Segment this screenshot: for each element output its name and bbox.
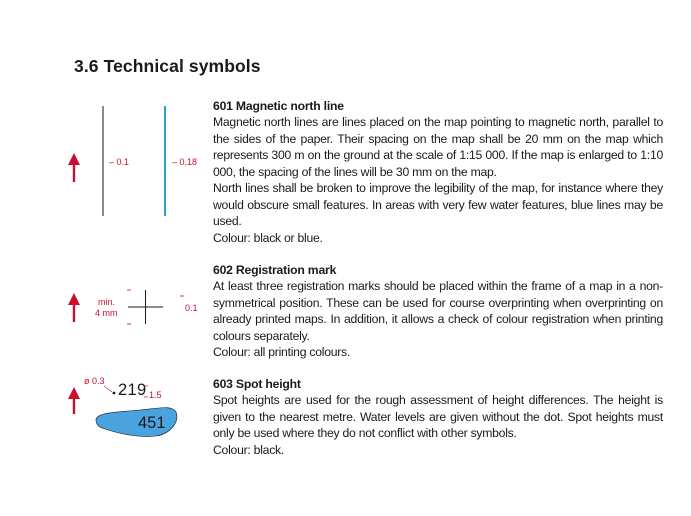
entry-601-paragraph-1: Magnetic north lines are lines placed on the map pointing to magnetic north, parallel to the sides of the paper. Their spacing on the map shall be 20 mm on the map which represents 300 m on the ground at the scale of 1:15 000. If the map is enlarged to 1:10 000, the spacing of the lines will be 30 mm on the map. (213, 115, 663, 179)
symbol-602 (60, 280, 210, 340)
blue-line-width-label: – 0.18 (172, 157, 198, 167)
symbol-603 (60, 372, 210, 442)
registration-width-label: 0.1 (185, 303, 198, 313)
north-arrow-icon (68, 293, 80, 322)
black-line-width-label: – 0.1 (109, 157, 130, 167)
entry-603-colour: Colour: black. (213, 442, 285, 457)
entry-601-paragraph-2: North lines shall be broken to improve the legibility of the map, for instance where they would obscure small features. In areas with very few water features, blue lines may be used. (213, 181, 663, 228)
spot-text-height-label: 1.5 (149, 390, 162, 400)
entry-601 (213, 99, 663, 246)
entry-601-title: 601 Magnetic north line (213, 99, 344, 113)
entry-603-paragraph-1: Spot heights are used for the rough assessment of height differences. The height is given to the nearest metre. Water levels are given without the dot. Spot heights must only be used where they do not conflict with other symbols. (213, 393, 663, 440)
registration-mark-icon (128, 290, 163, 324)
entry-602-paragraph-1: At least three registration marks should be placed within the frame of a map in a non-symmetrical position. These can be used for course overprinting when overprinting on already printed maps. In addition, it allows a check of colour registration when printing colours separately. (213, 279, 663, 343)
entry-603-title: 603 Spot height (213, 377, 301, 391)
registration-size-label: 4 mm (95, 308, 118, 318)
entry-602-title: 602 Registration mark (213, 263, 337, 277)
north-arrow-icon (68, 153, 80, 182)
spot-dot-diameter-label: ø 0.3 (84, 376, 105, 386)
entry-601-colour: Colour: black or blue. (213, 230, 323, 245)
symbol-601 (60, 100, 210, 250)
spot-height-value: 219 (118, 381, 147, 399)
entry-602-colour: Colour: all printing colours. (213, 345, 351, 359)
entry-603 (213, 377, 663, 458)
spot-height-dot (113, 392, 116, 395)
entry-602 (213, 263, 663, 361)
north-arrow-icon (68, 387, 80, 414)
water-level-value: 451 (138, 414, 166, 432)
registration-min-label: min. (98, 297, 116, 307)
section-title: 3.6 Technical symbols (74, 56, 261, 76)
